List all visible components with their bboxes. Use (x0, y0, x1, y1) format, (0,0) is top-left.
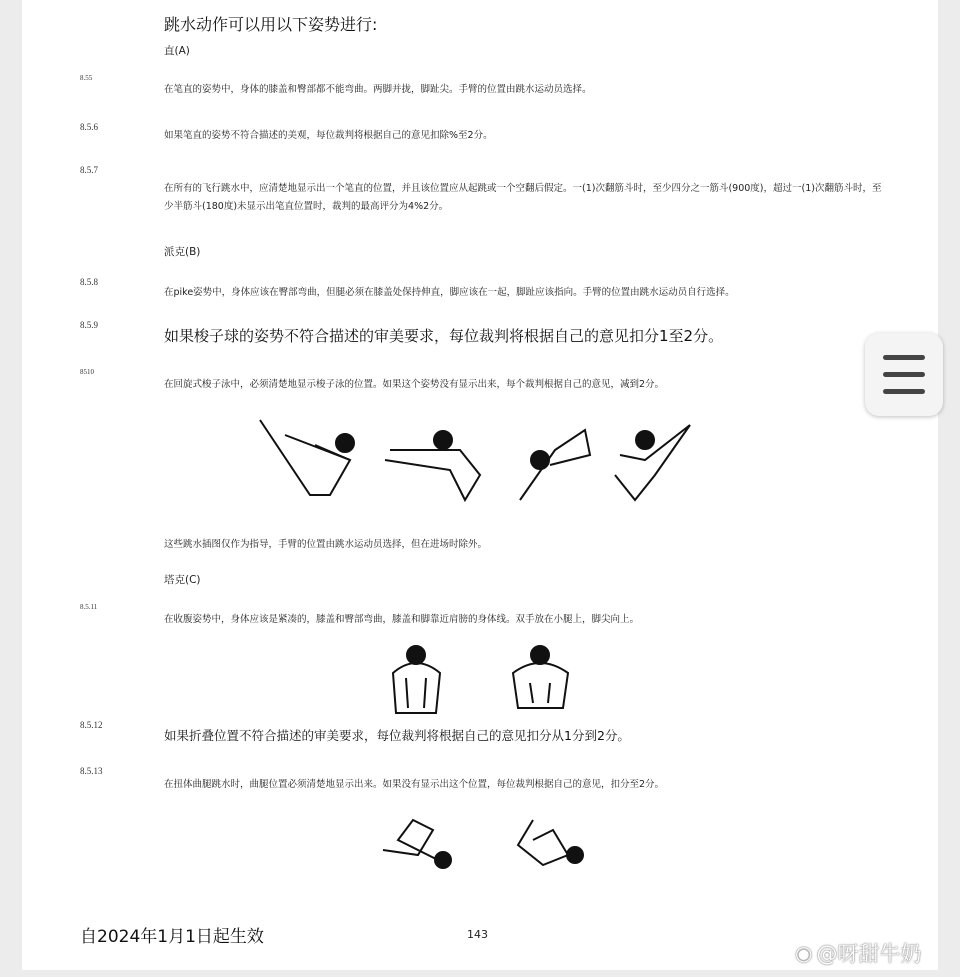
menu-button[interactable] (865, 333, 943, 416)
illustration-note: 这些跳水插图仅作为指导，手臂的位置由跳水运动员选择，但在进场时除外。 (164, 539, 488, 550)
rule-text: 在pike姿势中，身体应该在臀部弯曲，但腿必须在膝盖处保持伸直，脚应该在一起，脚趾应该指向。手臂的位置由跳水运动员自行选择。 (164, 287, 735, 298)
hamburger-icon (883, 372, 925, 377)
weibo-icon: ◉ (795, 941, 813, 965)
rule-text: 在收腹姿势中，身体应该是紧凑的，膝盖和臀部弯曲，膝盖和脚靠近肩膀的身体线。双手放在小腿上，脚尖向上。 (164, 614, 640, 625)
tuck-position-illustrations (388, 643, 578, 718)
watermark (795, 938, 921, 968)
pike-figure-1 (260, 420, 354, 495)
rule-number: 8.5.6 (80, 122, 98, 132)
twist-position-illustrations (378, 815, 588, 875)
rule-text: 在所有的飞行跳水中，应清楚地显示出一个笔直的位置，并且该位置应从起跳或一个空翻后假定。一(1)次翻筋斗时，至少四分之一筋斗(900度)，超过一(1)次翻筋斗时，至少半筋斗(180度)未显示出笔直位置时，裁判的最高评分为4%2分。 (164, 183, 882, 212)
twist-figure-1 (383, 820, 451, 868)
pike-figure-2 (385, 431, 480, 500)
tuck-figure-1 (393, 646, 440, 713)
section-pike-label: 派克(B) (164, 246, 201, 258)
rule-number: 8.5.12 (80, 720, 103, 730)
rule-number: 8.55 (80, 74, 93, 82)
page-heading: 跳水动作可以用以下姿势进行: (164, 15, 378, 34)
rule-number: 8.5.9 (80, 320, 98, 330)
rule-text: 在扭体曲腿跳水时，曲腿位置必须清楚地显示出来。如果没有显示出这个位置，每位裁判根据自己的意见，扣分至2分。 (164, 779, 665, 790)
pike-figure-4 (615, 425, 690, 500)
rule-text: 如果梭子球的姿势不符合描述的审美要求，每位裁判将根据自己的意见扣分1至2分。 (164, 327, 724, 345)
rule-number: 8.5.13 (80, 766, 103, 776)
rule-text: 在回旋式梭子泳中，必须清楚地显示梭子泳的位置。如果这个姿势没有显示出来，每个裁判根据自己的意见，减到2分。 (164, 379, 665, 390)
rule-text: 如果笔直的姿势不符合描述的美观，每位裁判将根据自己的意见扣除%至2分。 (164, 130, 493, 141)
rule-text: 在笔直的姿势中，身体的膝盖和臀部都不能弯曲。两脚并拢，脚趾尖。手臂的位置由跳水运动员选择。 (164, 84, 592, 95)
watermark-text: @呀甜牛奶 (816, 942, 922, 966)
section-straight-label: 直(A) (164, 45, 190, 57)
rule-number: 8.5.11 (80, 603, 98, 611)
twist-figure-2 (518, 820, 583, 865)
hamburger-icon (883, 355, 925, 360)
pike-figure-3 (520, 430, 590, 500)
page-number: 143 (467, 928, 488, 941)
effective-date: 自2024年1月1日起生效 (80, 927, 264, 947)
rule-number: 8.5.8 (80, 277, 98, 287)
pike-position-illustrations (255, 415, 700, 507)
tuck-figure-2 (513, 646, 568, 708)
rule-number: 8.5.7 (80, 165, 98, 175)
section-tuck-label: 塔克(C) (164, 574, 201, 586)
hamburger-icon (883, 389, 925, 394)
rule-text: 如果折叠位置不符合描述的审美要求，每位裁判将根据自己的意见扣分从1分到2分。 (164, 728, 630, 743)
rule-number: 8510 (80, 368, 94, 376)
